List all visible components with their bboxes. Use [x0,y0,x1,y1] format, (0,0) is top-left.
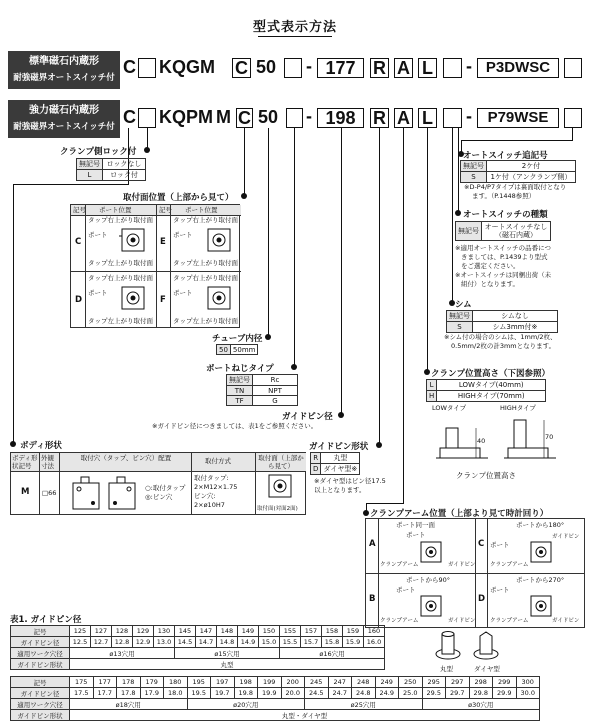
table-cell: 14.9 [238,637,259,648]
switch-type-note: 組付）となります。 [461,280,519,288]
blank-box [443,108,462,128]
guide-shape-note: 以上となります。 [314,486,366,494]
arm-note: ポート [490,541,510,549]
table-cell: 19.5 [187,688,211,699]
header-cell: 取付穴（タップ、ピン穴）配置 [80,454,172,462]
arm-note: クランプアーム [490,618,529,624]
table-cell: 12.5 [70,637,91,648]
table-cell: 179 [140,677,164,688]
row-label: 記号 [11,677,70,688]
cell: HIGHタイプ(70mm) [437,391,546,402]
table1-title: 表1. ガイドピン径 [10,615,82,625]
page-title: 型式表示方法 [252,20,337,35]
mount-face: 取付面(対面2面) [257,506,298,512]
cell: 無記号 [447,311,473,322]
cell: TN [227,386,253,396]
body-shape-table [10,452,306,515]
series-code: KQPM [159,107,213,127]
guide-pin-note: ※ガイドピン径につきましては、表1をご参照ください。 [152,422,318,430]
mount: ピン穴: [194,492,216,500]
blank-box [564,108,582,128]
switch-add-note: ます。（P.1448参照） [472,192,536,200]
port-note: ポート [173,231,193,239]
cell: LOWタイプ(40mm) [437,380,546,391]
arm-code: D [478,594,486,604]
bore-code: 50 [258,107,279,127]
cell: ø20穴用 [187,699,305,710]
switch-type-note: ※適用オートスイッチの品番につ [455,244,551,252]
thread-code: R [370,108,389,128]
body-top-view-icon [205,284,235,314]
row-label-standard [8,51,120,89]
switch-type-note: きましては、P.1439より型式 [461,253,548,261]
cell: 丸型・ダイヤ型 [70,710,540,721]
clamp-lock-title: クランプ側ロック付 [60,147,137,157]
table-cell: 24.8 [352,688,376,699]
table-cell: 150 [259,626,280,637]
switch-code: P79WSE [477,108,559,128]
leader-dot [455,210,461,216]
cell: 丸型 [321,453,360,464]
arm-note: ポート [396,586,416,594]
leader-line [458,128,459,214]
tube-title: チューブ内径 [212,334,263,344]
arm-note: ポート [490,586,510,594]
table-cell: 24.7 [328,688,352,699]
table-cell: 14.8 [217,637,238,648]
table-cell: 127 [91,626,112,637]
low-type-label: LOWタイプ [432,404,467,412]
table-cell: 199 [258,677,282,688]
cell: ø30穴用 [422,699,540,710]
leader-line [452,128,453,304]
row-label: ガイドピン径 [11,637,70,648]
table-cell: 249 [375,677,399,688]
row-label: 適用ワーク穴径 [11,648,70,659]
body-top-view-icon [119,284,149,314]
cell: 丸型 [70,659,385,670]
cell: R [311,453,321,464]
title-underline [258,36,332,37]
mount-face-icon [267,473,293,499]
blank-box [286,108,303,128]
arm-code: A [369,539,376,549]
table-cell: 300 [516,677,540,688]
switch-type-title: オートスイッチの種類 [463,210,548,220]
cell: Rc [253,375,298,386]
cell: L [427,380,437,391]
cell: 50mm [230,345,258,355]
bore-code: 50 [256,57,277,77]
table-cell: 299 [493,677,517,688]
table-cell: 200 [281,677,305,688]
port-note: タップ左上がり取付面 [173,317,238,325]
leader-dot [424,369,430,375]
cell: シム3mm付※ [473,322,558,333]
table-cell: 25.0 [399,688,423,699]
leader-dot [241,193,247,199]
port-code: F [160,295,166,305]
arm-note: ガイドピン [448,562,476,568]
table-cell: 177 [93,677,117,688]
cell: TF [227,396,253,406]
row-label: ガイドピン径 [11,688,70,699]
cell: ダイヤ型※ [321,464,360,475]
leader-dot [363,510,369,516]
label-line: 標準磁石内蔵形 [29,56,99,67]
table-cell: 247 [328,677,352,688]
height-code: L [418,108,437,128]
cell: ø16穴用 [280,648,385,659]
label-line: 耐強磁界オートスイッチ付 [13,122,115,132]
port-note: ポート [173,289,193,297]
switch-add-title: オートスイッチ追記号 [463,151,548,161]
switch-add-note: ※D-P4/P7タイプは裏面取付となり [464,183,567,191]
mount: 2×M12×1.75 [194,483,238,491]
arm-direction-code: A [394,108,413,128]
blank-box [443,58,462,78]
blank-box [284,58,302,78]
body-dim: □66 [42,489,57,497]
arm-head: ポートから90° [406,576,451,584]
switch-type-note: をご選定ください。 [461,262,520,270]
dim-high: 70 [545,433,554,441]
cell: ø18穴用 [70,699,188,710]
leader-dot [144,147,150,153]
arm-note: クランプアーム [380,618,419,624]
table-cell: 14.5 [175,637,196,648]
table-cell: 178 [117,677,141,688]
port-position-table [70,204,240,328]
body-top-view-icon [119,226,149,256]
table-cell: 24.9 [375,688,399,699]
lock-code: C [232,58,251,78]
table-cell: 148 [217,626,238,637]
blank-box [138,108,156,128]
table-cell: 129 [133,626,154,637]
hole-layout-icon [71,475,141,511]
table-cell: 145 [175,626,196,637]
cell: D [311,464,321,475]
cell: ø25穴用 [305,699,423,710]
mount: 2×ø10H7 [194,501,225,509]
header-cell: 取付方式 [205,457,231,465]
arm-code: B [369,594,376,604]
cell: 無記号 [77,159,103,170]
leader-dot [338,412,344,418]
table-cell: 12.7 [91,637,112,648]
table-cell: 24.5 [305,688,329,699]
cell: 1ケ付（アンクランプ側） [487,172,576,183]
pin-round-label: 丸型 [440,665,453,673]
port-note: タップ右上がり取付面 [88,216,153,224]
shim-title: シム [455,300,472,310]
pin-diamond-label: ダイヤ型 [474,665,500,673]
arm-d-icon [528,593,554,619]
port-thread-title: ポートねじタイプ [206,364,274,374]
legend: ○:取付タップ [145,484,186,492]
header-cell: 取付面（上部から見て） [258,454,304,470]
switch-add-table [460,160,576,183]
arm-code: C [478,539,485,549]
leader-line [572,128,573,140]
arm-head: ポート同一面 [396,521,435,529]
cell: 無記号 [456,222,482,241]
port-note: タップ左上がり取付面 [88,259,153,267]
leader-line [13,184,129,185]
shim-note: ※シム付の場合のシムは、1mm/2枚、 [444,333,557,341]
arm-note: クランプアーム [490,562,529,568]
leader-line [427,128,428,373]
arm-direction-code: A [394,58,413,78]
table-cell: 198 [234,677,258,688]
arm-b-icon [418,593,444,619]
cell: L [77,170,103,181]
dash: - [466,106,472,126]
clamp-height-title: クランプ位置高さ（下図参照） [431,369,551,379]
leader-line [13,184,14,444]
header-cell: 外観寸法 [41,454,54,470]
arm-position-title: クランプアーム位置（上部より見て時計回り） [370,509,549,519]
leader-line [461,140,573,141]
legend: ◎:ピン穴 [145,493,173,501]
port-note: タップ右上がり取付面 [173,216,238,224]
table-cell: 13.0 [154,637,175,648]
port-note: ポート [88,231,108,239]
table-cell: 19.7 [211,688,235,699]
port-position-title: 取付面位置（上部から見て） [123,193,234,203]
tube-table [216,344,258,355]
table-cell: 175 [70,677,94,688]
leader-line [268,128,269,336]
body-code: M [21,487,30,497]
table-cell: 20.0 [281,688,305,699]
series-code: KQGM [159,57,215,77]
table-cell: 149 [238,626,259,637]
body-shape-title: ボディ形状 [20,441,62,451]
clamp-height-table [426,379,546,402]
cell: 無記号 [461,161,487,172]
table-cell: 159 [343,626,364,637]
arm-note: ガイドピン [552,618,580,624]
port-thread-table [226,374,298,406]
dash: - [306,106,312,126]
blank-box [138,58,156,78]
port-note: タップ右上がり取付面 [88,274,153,282]
arm-note: クランプアーム [380,562,419,568]
table-cell: 29.5 [422,688,446,699]
switch-type-table [455,221,551,241]
table-cell: 157 [301,626,322,637]
table-cell: 29.7 [446,688,470,699]
table-cell: 195 [187,677,211,688]
port-note: タップ左上がり取付面 [173,259,238,267]
pin-shape-icons [430,626,510,666]
leader-line [403,128,404,503]
arm-note: ガイドピン [552,534,580,540]
arm-position-table [365,518,585,628]
switch-code: P3DWSC [477,58,559,78]
guide-pin-table-b [10,676,540,721]
table-cell: 128 [112,626,133,637]
cell: 2ケ付 [487,161,576,172]
leader-line [294,128,295,366]
guide-pin-title: ガイドピン径 [282,412,333,422]
table-cell: 16.0 [364,637,385,648]
blank-box [564,58,582,78]
table-cell: 297 [446,677,470,688]
leader-line [341,128,342,415]
row-label: 記号 [11,626,70,637]
dim-low: 40 [477,437,486,445]
dash: - [306,56,312,76]
cell: 無記号 [227,375,253,386]
guide-shape-table [310,452,360,475]
header-cell: 記号 [159,206,172,214]
port-code: E [160,237,166,247]
leader-line [379,128,380,445]
lock-code: C [238,108,251,128]
table-cell: 130 [154,626,175,637]
clamp-lock-table [76,158,146,181]
table-cell: 197 [211,677,235,688]
leader-dot [376,442,382,448]
cell: ø13穴用 [70,648,175,659]
high-type-label: HIGHタイプ [500,404,536,412]
shim-note: 0.5mm/2枚の計3mmとなります。 [451,342,556,350]
height-code: L [418,58,437,78]
header-cell: 記号 [73,206,86,214]
table-cell: 12.9 [133,637,154,648]
table-cell: 155 [280,626,301,637]
guide-pin-table-a [10,625,385,670]
thread-code: R [370,58,389,78]
cell: NPT [253,386,298,396]
label-line: 強力磁石内蔵形 [29,105,99,116]
cell: ø15穴用 [175,648,280,659]
table-cell: 245 [305,677,329,688]
header-cell: ポート位置 [185,206,218,214]
table-cell: 30.0 [516,688,540,699]
guide-shape-title: ガイドピン形状 [309,442,369,452]
row-label: ガイドピン形状 [11,710,70,721]
row-label-strong [8,100,120,138]
header-cell: ポート位置 [99,206,132,214]
prefix-c: C [123,107,136,127]
table-cell: 125 [70,626,91,637]
table-cell: 12.8 [112,637,133,648]
header-cell: ボディ形状記号 [12,454,38,470]
row-label: 適用ワーク穴径 [11,699,70,710]
cell: 50 [217,345,231,355]
table-cell: 14.7 [196,637,217,648]
mount: 取付タップ: [194,474,229,482]
cell: オートスイッチなし（磁石内蔵） [482,222,551,241]
dash: - [466,56,472,76]
pin-code: 177 [317,58,364,78]
arm-note: ガイドピン [448,618,476,624]
clamp-height-diagram [432,414,562,468]
table-cell: 248 [352,677,376,688]
label-line: 耐強磁界オートスイッチ付 [13,73,115,83]
row-label: ガイドピン形状 [11,659,70,670]
leader-dot [10,441,16,447]
table-cell: 18.0 [164,688,188,699]
leader-dot [291,364,297,370]
port-note: タップ右上がり取付面 [173,274,238,282]
table-cell: 158 [322,626,343,637]
table-cell: 180 [164,677,188,688]
shim-table [446,310,558,333]
magnet-m: M [216,107,231,127]
cell: S [461,172,487,183]
cell: S [447,322,473,333]
pin-code: 198 [317,108,364,128]
port-code: D [75,295,83,305]
cell: シムなし [473,311,558,322]
table-cell: 295 [422,677,446,688]
clamp-height-caption: クランプ位置高さ [456,471,516,480]
guide-shape-note: ※ダイヤ型はピン径17.5 [314,477,386,485]
table-cell: 19.8 [234,688,258,699]
arm-note: ポート [406,531,426,539]
table-cell: 147 [196,626,217,637]
port-note: ポート [88,289,108,297]
table-cell: 15.5 [280,637,301,648]
table-cell: 29.9 [493,688,517,699]
switch-type-note: ※オートスイッチは同梱出荷（未 [455,271,552,279]
table-cell: 15.7 [301,637,322,648]
table-cell: 160 [364,626,385,637]
leader-dot [265,334,271,340]
arm-head: ポートから270° [516,576,565,584]
cell: H [427,391,437,402]
table-cell: 15.0 [259,637,280,648]
cell: ロック付 [103,170,146,181]
port-note: タップ左上がり取付面 [88,317,153,325]
body-top-view-icon [205,226,235,256]
table-cell: 15.8 [322,637,343,648]
leader-line [244,128,245,196]
table-cell: 19.9 [258,688,282,699]
prefix-c: C [123,57,136,77]
port-code: C [75,237,82,247]
leader-line [366,503,404,504]
table-cell: 17.9 [140,688,164,699]
arm-c-icon [528,539,554,565]
table-cell: 29.8 [469,688,493,699]
table-cell: 17.5 [70,688,94,699]
table-cell: 15.9 [343,637,364,648]
table-cell: 298 [469,677,493,688]
table-cell: 250 [399,677,423,688]
table-cell: 17.7 [93,688,117,699]
table-cell: 17.8 [117,688,141,699]
cell: ロックなし [103,159,146,170]
arm-a-icon [418,539,444,565]
cell: G [253,396,298,406]
arm-head: ポートから180° [516,521,565,529]
